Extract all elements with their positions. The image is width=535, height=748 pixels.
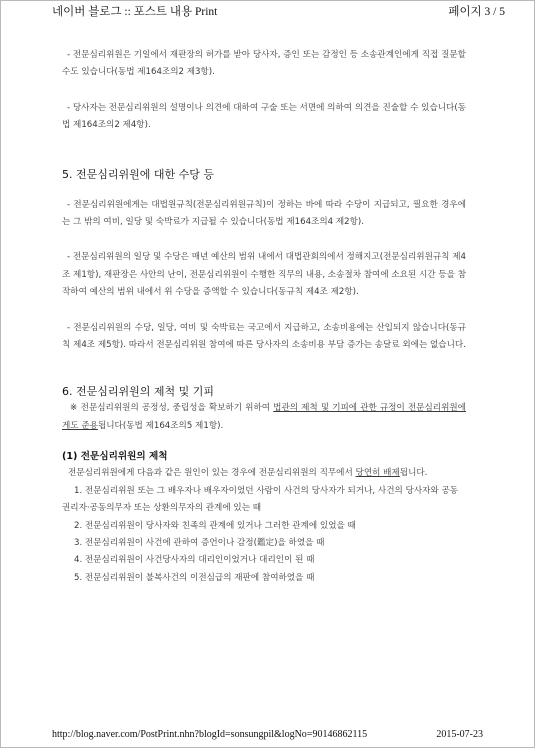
paragraph-allowance-3: - 전문심리위원의 수당, 일당, 여비 및 숙박료는 국고에서 지급하고, 소송비용에는 산입되지 않습니다(동규칙 제4조 제5항). 따라서 전문심리위원 참여에 따른 당사자의 소송비용 부담 증가는 송달료 외에는 없습니다.	[62, 322, 466, 351]
subheading-exclusion: (1) 전문심리위원의 제척	[62, 451, 168, 463]
paragraph-allowance-2: - 전문심리위원의 일당 및 수당은 매년 예산의 범위 내에서 대법관회의에서 정해지고(전문심리위원규칙 제4조 제1항), 재판장은 사안의 난이, 전문심리위원이 수행한 직무의 내용, 소송절차 참여에 소요된 시간 등을 참작하여 예산의 범위 내에서 위 수당을 증액할 수 있습니다(동규칙 제4조 제2항).	[62, 252, 466, 298]
print-footer	[52, 729, 483, 743]
list-item: 4. 전문심리위원이 사건당사자의 대리인이었거나 대리인이 된 때	[74, 555, 315, 566]
footer-date: 2015-07-23	[436, 729, 483, 740]
header-page-number: 페이지 3 / 5	[448, 6, 505, 18]
header-title: 네이버 블로그 :: 포스트 내용 Print	[52, 6, 218, 18]
list-item: 5. 전문심리위원이 불복사건의 이전심급의 재판에 참여하였을 때	[74, 572, 315, 583]
section-heading-recusal: 6. 전문심리위원의 제척 및 기피	[62, 385, 214, 399]
list-item: 1. 전문심리위원 또는 그 배우자나 배우자이었던 사람이 사건의 당사자가 되거나, 사건의 당사자와 공동권리자·공동의무자 또는 상환의무자의 관계에 있는 때	[62, 485, 459, 514]
exclusion-text-pre: 전문심리위원에게 다음과 같은 원인이 있는 경우에 전문심리위원의 직무에서	[68, 468, 356, 479]
note-text-post: 됩니다(동법 제164조의5 제1항).	[97, 420, 224, 431]
paragraph-question: - 전문심리위원은 기일에서 재판장의 허가를 받아 당사자, 증인 또는 감정인 등 소송관계인에게 직접 질문할 수도 있습니다(동법 제164조의2 제3항).	[62, 50, 466, 78]
note-text-pre: ※ 전문심리위원의 공정성, 중립성을 확보하기 위하여	[70, 403, 274, 414]
post-content	[62, 47, 466, 587]
paragraph-exclusion	[62, 465, 466, 482]
paragraph-allowance-1: - 전문심리위원에게는 대법원규칙(전문심리위원규칙)이 정하는 바에 따라 수당이 지급되고, 필요한 경우에는 그 밖의 여비, 일당 및 숙박료가 지급될 수 있습니다(동법 제164조의4 제2항).	[62, 199, 466, 228]
note-paragraph	[62, 400, 466, 435]
note-text-underlined: 법관의 제척 및 기피에 관한 규정이 전문심리위원에게도 준용	[62, 403, 466, 431]
exclusion-text-underlined: 당연히 배제	[355, 468, 400, 479]
list-item: 3. 전문심리위원이 사건에 관하여 증언이나 감정(鑑定)을 하였을 때	[74, 537, 325, 548]
section-heading-allowance: 5. 전문심리위원에 대한 수당 등	[62, 167, 214, 181]
list-item: 2. 전문심리위원이 당사자와 친족의 관계에 있거나 그러한 관계에 있었을 때	[74, 520, 356, 531]
exclusion-text-post: 됩니다.	[399, 468, 428, 479]
footer-url: http://blog.naver.com/PostPrint.nhn?blogId=sonsungpil&logNo=90146862115	[52, 729, 368, 740]
print-header	[52, 3, 505, 17]
paragraph-opinion: - 당사자는 전문심리위원의 설명이나 의견에 대하여 구술 또는 서면에 의하여 의견을 진술할 수 있습니다(동법 제164조의2 제4항).	[62, 102, 466, 131]
